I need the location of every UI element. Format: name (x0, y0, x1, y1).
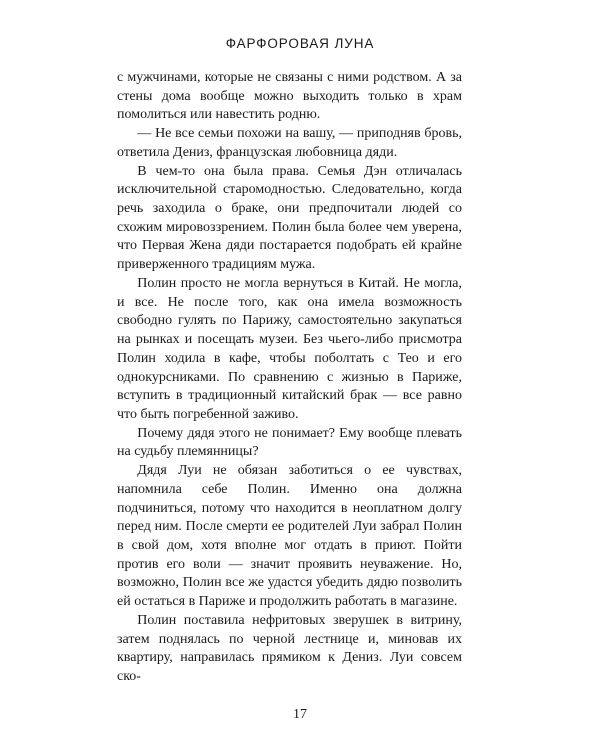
paragraph: — Не все семьи похожи на вашу, — приподняв бровь, ответила Дениз, французская любовница дяди. (117, 126, 462, 160)
paragraph: В чем-то она была права. Семья Дэн отличалась исключительной старомодностью. Следовательно, когда речь заходила о браке, они предпочитали людей со схожим мировоззрением. Полин была более чем уверена, что Первая Жена дяди постарается подобрать ей крайне приверженного традициям мужа. (117, 163, 462, 273)
paragraph: Полин просто не могла вернуться в Китай. Не могла, и все. Не после того, как она имела возможность свободно гулять по Парижу, самостоятельно закупаться на рынках и посещать музеи. Без чьего-либо присмотра Полин ходила в кафе, чтобы поболтать с Тео и его однокурсниками. По сравнению с жизнью в Париже, вступить в традиционный китайский брак — все равно что быть погребенной заживо. (117, 275, 462, 422)
paragraph: с мужчинами, которые не связаны с ними родством. А за стены дома вообще можно выходить только в храм помолиться или навестить родню. (117, 70, 462, 123)
page-number: 17 (293, 707, 307, 722)
paragraph: Дядя Луи не обязан заботиться о ее чувствах, напомнила себе Полин. Именно она должна подчиниться, потому что находится в неоплатном долгу перед ним. После смерти ее родителей Луи забрал Полин в свой дом, хотя вполне мог отдать в приют. Пойти против его воли — значит проявить неуважение. Но, возможно, Полин все же удастся убедить дядю позволить ей остаться в Париже и продолжить работать в магазине. (117, 463, 462, 610)
running-head: ФАРФОРОВАЯ ЛУНА (225, 36, 375, 51)
paragraph: Полин поставила нефритовых зверушек в витрину, затем поднялась по черной лестнице и, миновав их квартиру, направилась прямиком к Дениз. Луи совсем ско- (117, 612, 462, 684)
paragraph: Почему дядя этого не понимает? Ему вообще плевать на судьбу племянницы? (117, 425, 462, 460)
body-text (117, 69, 462, 687)
